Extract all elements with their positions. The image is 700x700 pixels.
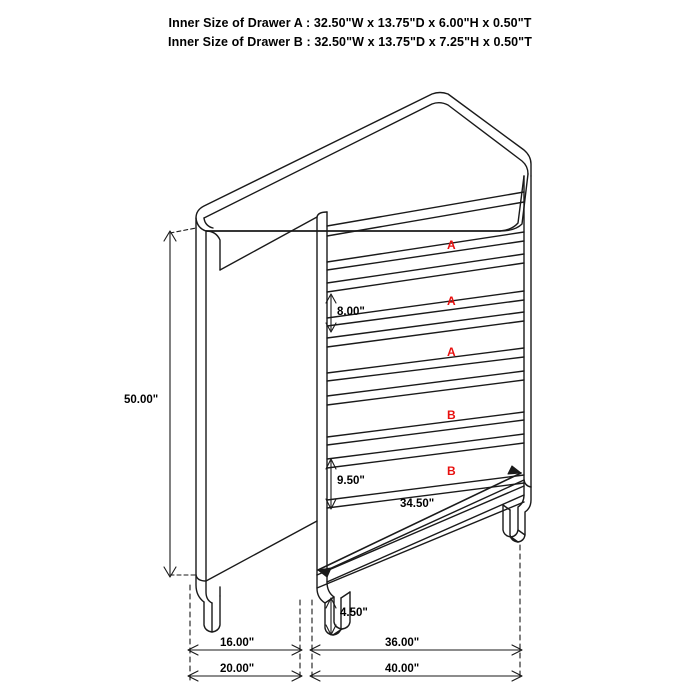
cabinet-left-side xyxy=(196,228,220,632)
drawer-front-4 xyxy=(327,371,524,445)
drawer-a-note: Inner Size of Drawer A : 32.50"W x 13.75"D x 6.00"H x 0.50"T xyxy=(168,16,532,30)
drawer-width-label: 34.50" xyxy=(400,498,435,510)
drawer-b-note: Inner Size of Drawer B : 32.50"W x 13.75"D x 7.25"H x 0.50"T xyxy=(168,35,532,49)
drawer-label-a-3: A xyxy=(447,345,456,359)
depth-20-label: 20.00" xyxy=(220,663,255,675)
drawer-label-b-1: B xyxy=(447,408,456,422)
drawer-label-a-2: A xyxy=(447,294,456,308)
drawer-a-height-label: 8.00" xyxy=(337,306,365,318)
width-36-label: 36.00" xyxy=(385,637,420,649)
leg-height-label: 4.50" xyxy=(340,607,368,619)
drawer-front-5 xyxy=(327,434,524,508)
overall-height-label: 50.00" xyxy=(124,394,159,406)
drawer-b-height-label: 9.50" xyxy=(337,475,365,487)
depth-16-label: 16.00" xyxy=(220,637,255,649)
cabinet-front-left-edge xyxy=(206,217,317,581)
drawer-label-b-2: B xyxy=(447,464,456,478)
drawer-width-dim-line xyxy=(318,473,521,570)
drawer-label-a-1: A xyxy=(447,238,456,252)
width-40-label: 40.00" xyxy=(385,663,420,675)
cabinet-top xyxy=(196,93,531,232)
